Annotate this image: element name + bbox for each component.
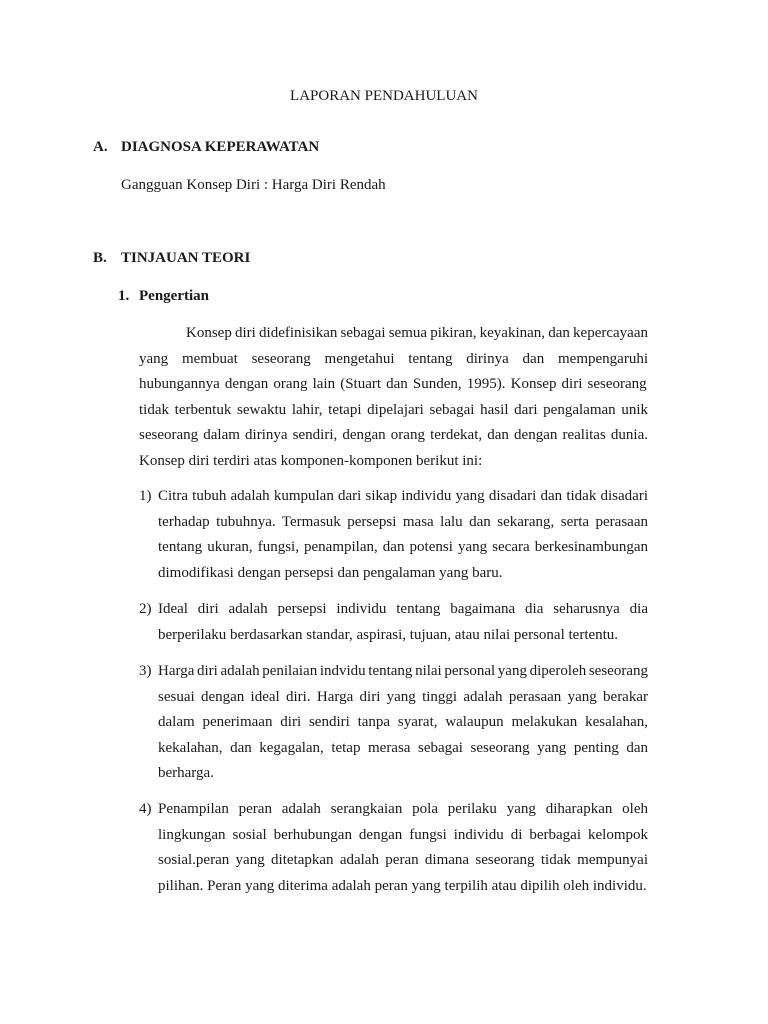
subsection-heading: Pengertian xyxy=(139,288,209,304)
paragraph-line: tidak terbentuk sewaktu lahir, tetapi dipelajari sebagai hasil dari pengalaman unik xyxy=(139,401,648,418)
section-a-heading: DIAGNOSA KEPERAWATAN xyxy=(121,139,320,155)
paragraph-line: hubungannya dengan orang lain (Stuart dan Sunden, 1995). Konsep diri seseorang xyxy=(139,376,647,393)
list-item-line: Penampilan peran adalah serangkaian pola perilaku yang diharapkan oleh xyxy=(158,801,648,817)
list-item-line: pilihan. Peran yang diterima adalah peran yang terpilih atau dipilih oleh individu. xyxy=(158,877,647,894)
list-item-line: Citra tubuh adalah kumpulan dari sikap individu yang disadari dan tidak disadari xyxy=(158,488,648,504)
list-item-line: kekalahan, dan kegagalan, tetap merasa sebagai seseorang yang penting dan xyxy=(158,739,648,756)
subsection-number: 1. xyxy=(118,288,130,304)
list-item-line: berharga. xyxy=(158,765,214,782)
list-item-line: Ideal diri adalah persepsi individu tentang bagaimana dia seharusnya dia xyxy=(158,601,648,617)
document-title: LAPORAN PENDAHULUAN xyxy=(290,88,478,104)
list-item-line: tentang ukuran, fungsi, penampilan, dan potensi yang secara berkesinambungan xyxy=(158,539,648,556)
list-item-number: 3) xyxy=(139,663,152,679)
list-item-line: terhadap tubuhnya. Termasuk persepsi masa lalu dan sekarang, serta perasaan xyxy=(158,513,648,530)
list-item-number: 2) xyxy=(139,601,152,617)
list-item-line: Harga diri adalah penilaian indvidu tentang nilai personal yang diperoleh seseorang xyxy=(158,663,648,679)
list-item-number: 4) xyxy=(139,801,152,817)
list-item-line: sosial.peran yang ditetapkan adalah peran dimana seseorang tidak mempunyai xyxy=(158,852,648,869)
diagnosis-text: Gangguan Konsep Diri : Harga Diri Rendah xyxy=(121,177,386,193)
list-item-line: berperilaku berdasarkan standar, aspirasi, tujuan, atau nilai personal tertentu. xyxy=(158,626,619,643)
paragraph-line: seseorang dalam dirinya sendiri, dengan orang terdekat, dan dengan realitas dunia. xyxy=(139,427,648,444)
list-item-line: lingkungan sosial berhubungan dengan fungsi individu di berbagai kelompok xyxy=(158,826,648,843)
paragraph-line: Konsep diri didefinisikan sebagai semua pikiran, keyakinan, dan kepercayaan xyxy=(186,325,648,341)
list-item-line: sesuai dengan ideal diri. Harga diri yang tinggi adalah perasaan yang berakar xyxy=(158,688,648,705)
section-b-letter: B. xyxy=(93,250,107,266)
section-a-letter: A. xyxy=(93,139,108,155)
paragraph-line: Konsep diri terdiri atas komponen-komponen berikut ini: xyxy=(139,453,483,469)
section-b-heading: TINJAUAN TEORI xyxy=(121,250,251,266)
list-item-number: 1) xyxy=(139,488,152,504)
list-item-line: dimodifikasi dengan persepsi dan pengalaman yang baru. xyxy=(158,564,503,581)
paragraph-line: yang membuat seseorang mengetahui tentang dirinya dan mempengaruhi xyxy=(139,350,648,367)
list-item-line: dalam penerimaan diri sendiri tanpa syarat, walaupun melakukan kesalahan, xyxy=(158,714,648,731)
